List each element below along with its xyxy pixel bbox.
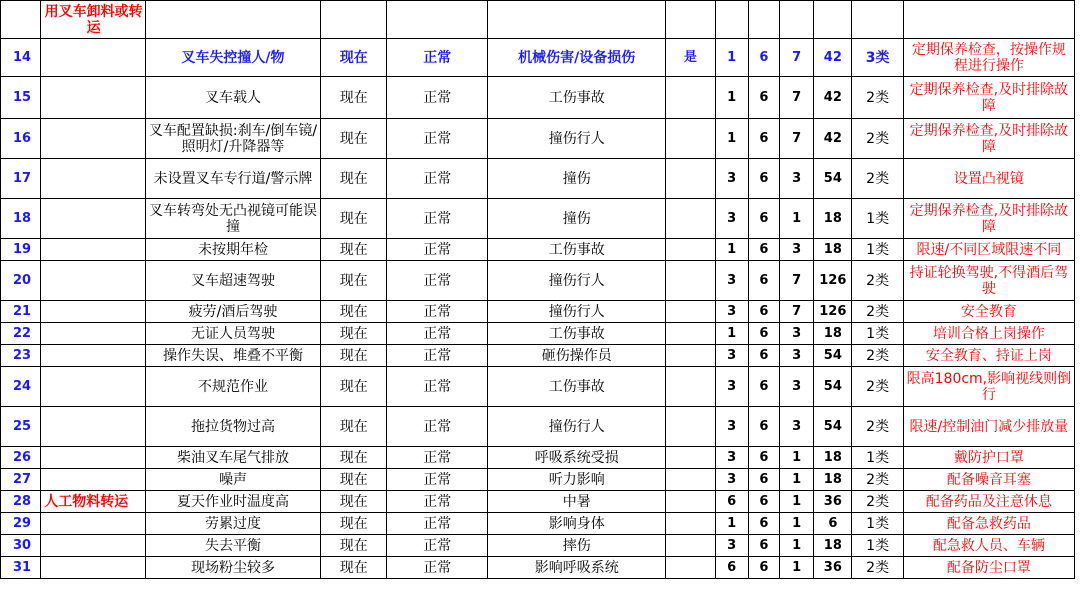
e-value: 6 xyxy=(748,407,779,447)
d-value: 54 xyxy=(814,367,852,407)
c-value: 1 xyxy=(780,199,814,239)
risk-level: 3类 xyxy=(852,39,903,77)
condition-cell: 正常 xyxy=(387,447,488,469)
area-cell xyxy=(41,199,146,239)
area-cell xyxy=(41,535,146,557)
e-value: 6 xyxy=(748,323,779,345)
empty-cell xyxy=(715,1,748,39)
hazard-cell: 叉车载人 xyxy=(145,77,320,119)
d-value: 54 xyxy=(814,407,852,447)
condition-cell: 正常 xyxy=(387,345,488,367)
area-cell xyxy=(41,77,146,119)
control-measure: 配备药品及注意休息 xyxy=(903,491,1074,513)
l-value: 3 xyxy=(715,535,748,557)
l-value: 3 xyxy=(715,407,748,447)
table-row xyxy=(1,407,1075,447)
hazard-cell: 无证人员驾驶 xyxy=(145,323,320,345)
consequence-cell: 撞伤行人 xyxy=(488,407,666,447)
empty-cell xyxy=(321,1,387,39)
row-number: 26 xyxy=(1,447,41,469)
flag-cell xyxy=(666,491,715,513)
c-value: 1 xyxy=(780,491,814,513)
consequence-cell: 工伤事故 xyxy=(488,239,666,261)
condition-cell: 正常 xyxy=(387,301,488,323)
area-cell xyxy=(41,261,146,301)
area-cell xyxy=(41,323,146,345)
table-row xyxy=(1,469,1075,491)
risk-level: 1类 xyxy=(852,239,903,261)
empty-cell xyxy=(1,1,41,39)
condition-cell: 正常 xyxy=(387,367,488,407)
risk-level: 1类 xyxy=(852,323,903,345)
risk-level: 2类 xyxy=(852,159,903,199)
consequence-cell: 撞伤行人 xyxy=(488,301,666,323)
e-value: 6 xyxy=(748,199,779,239)
table-row xyxy=(1,447,1075,469)
risk-level: 2类 xyxy=(852,367,903,407)
d-value: 6 xyxy=(814,513,852,535)
table-row xyxy=(1,513,1075,535)
consequence-cell: 呼吸系统受损 xyxy=(488,447,666,469)
state-cell: 现在 xyxy=(321,39,387,77)
c-value: 7 xyxy=(780,77,814,119)
table-row xyxy=(1,535,1075,557)
e-value: 6 xyxy=(748,513,779,535)
row-number: 20 xyxy=(1,261,41,301)
area-cell xyxy=(41,345,146,367)
flag-cell xyxy=(666,239,715,261)
flag-cell xyxy=(666,557,715,579)
risk-level: 2类 xyxy=(852,407,903,447)
l-value: 1 xyxy=(715,39,748,77)
l-value: 6 xyxy=(715,491,748,513)
d-value: 18 xyxy=(814,447,852,469)
flag-cell xyxy=(666,301,715,323)
condition-cell: 正常 xyxy=(387,261,488,301)
risk-level: 2类 xyxy=(852,557,903,579)
l-value: 3 xyxy=(715,199,748,239)
consequence-cell: 听力影响 xyxy=(488,469,666,491)
flag-cell: 是 xyxy=(666,39,715,77)
c-value: 3 xyxy=(780,345,814,367)
l-value: 3 xyxy=(715,367,748,407)
header-row xyxy=(1,1,1075,39)
condition-cell: 正常 xyxy=(387,535,488,557)
c-value: 7 xyxy=(780,261,814,301)
state-cell: 现在 xyxy=(321,447,387,469)
d-value: 126 xyxy=(814,301,852,323)
state-cell: 现在 xyxy=(321,535,387,557)
condition-cell: 正常 xyxy=(387,407,488,447)
d-value: 18 xyxy=(814,199,852,239)
l-value: 3 xyxy=(715,261,748,301)
control-measure: 定期保养检查,及时排除故障 xyxy=(903,119,1074,159)
table-row xyxy=(1,323,1075,345)
consequence-cell: 影响身体 xyxy=(488,513,666,535)
consequence-cell: 影响呼吸系统 xyxy=(488,557,666,579)
l-value: 3 xyxy=(715,301,748,323)
state-cell: 现在 xyxy=(321,469,387,491)
row-number: 18 xyxy=(1,199,41,239)
control-measure: 限速/不同区域限速不同 xyxy=(903,239,1074,261)
hazard-cell: 疲劳/酒后驾驶 xyxy=(145,301,320,323)
c-value: 7 xyxy=(780,119,814,159)
risk-level: 2类 xyxy=(852,469,903,491)
state-cell: 现在 xyxy=(321,199,387,239)
c-value: 1 xyxy=(780,535,814,557)
zone-label: 用叉车卸料或转运 xyxy=(41,1,146,39)
e-value: 6 xyxy=(748,159,779,199)
flag-cell xyxy=(666,469,715,491)
row-number: 22 xyxy=(1,323,41,345)
table-row xyxy=(1,39,1075,77)
d-value: 18 xyxy=(814,239,852,261)
control-measure: 安全教育、持证上岗 xyxy=(903,345,1074,367)
condition-cell: 正常 xyxy=(387,77,488,119)
hazard-cell: 未设置叉车专行道/警示牌 xyxy=(145,159,320,199)
table-row xyxy=(1,491,1075,513)
area-cell xyxy=(41,447,146,469)
flag-cell xyxy=(666,513,715,535)
area-cell xyxy=(41,513,146,535)
empty-cell xyxy=(666,1,715,39)
risk-level: 1类 xyxy=(852,513,903,535)
d-value: 36 xyxy=(814,491,852,513)
row-number: 17 xyxy=(1,159,41,199)
consequence-cell: 撞伤 xyxy=(488,159,666,199)
l-value: 1 xyxy=(715,77,748,119)
area-cell xyxy=(41,239,146,261)
row-number: 23 xyxy=(1,345,41,367)
table-row xyxy=(1,301,1075,323)
area-cell xyxy=(41,301,146,323)
empty-cell xyxy=(903,1,1074,39)
empty-cell xyxy=(145,1,320,39)
c-value: 3 xyxy=(780,239,814,261)
d-value: 18 xyxy=(814,323,852,345)
c-value: 1 xyxy=(780,513,814,535)
table-row xyxy=(1,557,1075,579)
control-measure: 持证轮换驾驶,不得酒后驾驶 xyxy=(903,261,1074,301)
empty-cell xyxy=(852,1,903,39)
consequence-cell: 中暑 xyxy=(488,491,666,513)
condition-cell: 正常 xyxy=(387,119,488,159)
e-value: 6 xyxy=(748,535,779,557)
l-value: 1 xyxy=(715,323,748,345)
flag-cell xyxy=(666,199,715,239)
l-value: 1 xyxy=(715,239,748,261)
c-value: 7 xyxy=(780,301,814,323)
control-measure: 定期保养检查,及时排除故障 xyxy=(903,199,1074,239)
row-number: 15 xyxy=(1,77,41,119)
empty-cell xyxy=(814,1,852,39)
state-cell: 现在 xyxy=(321,557,387,579)
c-value: 7 xyxy=(780,39,814,77)
l-value: 6 xyxy=(715,557,748,579)
row-number: 31 xyxy=(1,557,41,579)
control-measure: 配急救人员、车辆 xyxy=(903,535,1074,557)
risk-level: 1类 xyxy=(852,535,903,557)
control-measure: 限速/控制油门减少排放量 xyxy=(903,407,1074,447)
c-value: 3 xyxy=(780,367,814,407)
table-row xyxy=(1,239,1075,261)
state-cell: 现在 xyxy=(321,407,387,447)
flag-cell xyxy=(666,119,715,159)
l-value: 3 xyxy=(715,447,748,469)
consequence-cell: 机械伤害/设备损伤 xyxy=(488,39,666,77)
table-row xyxy=(1,345,1075,367)
e-value: 6 xyxy=(748,39,779,77)
d-value: 54 xyxy=(814,159,852,199)
e-value: 6 xyxy=(748,469,779,491)
flag-cell xyxy=(666,447,715,469)
hazard-cell: 操作失误、堆叠不平衡 xyxy=(145,345,320,367)
e-value: 6 xyxy=(748,557,779,579)
state-cell: 现在 xyxy=(321,159,387,199)
condition-cell: 正常 xyxy=(387,159,488,199)
hazard-cell: 不规范作业 xyxy=(145,367,320,407)
d-value: 18 xyxy=(814,535,852,557)
condition-cell: 正常 xyxy=(387,557,488,579)
area-cell xyxy=(41,557,146,579)
area-cell xyxy=(41,39,146,77)
c-value: 3 xyxy=(780,159,814,199)
flag-cell xyxy=(666,323,715,345)
state-cell: 现在 xyxy=(321,261,387,301)
control-measure: 戴防护口罩 xyxy=(903,447,1074,469)
area-cell xyxy=(41,469,146,491)
e-value: 6 xyxy=(748,261,779,301)
row-number: 14 xyxy=(1,39,41,77)
condition-cell: 正常 xyxy=(387,491,488,513)
e-value: 6 xyxy=(748,345,779,367)
hazard-cell: 噪声 xyxy=(145,469,320,491)
risk-level: 2类 xyxy=(852,77,903,119)
hazard-cell: 拖拉货物过高 xyxy=(145,407,320,447)
row-number: 29 xyxy=(1,513,41,535)
d-value: 42 xyxy=(814,119,852,159)
e-value: 6 xyxy=(748,301,779,323)
c-value: 1 xyxy=(780,557,814,579)
c-value: 1 xyxy=(780,447,814,469)
control-measure: 配备防尘口罩 xyxy=(903,557,1074,579)
consequence-cell: 撞伤行人 xyxy=(488,119,666,159)
control-measure: 定期保养检查,及时排除故障 xyxy=(903,77,1074,119)
c-value: 3 xyxy=(780,407,814,447)
flag-cell xyxy=(666,535,715,557)
flag-cell xyxy=(666,407,715,447)
risk-level: 2类 xyxy=(852,345,903,367)
risk-level: 2类 xyxy=(852,301,903,323)
empty-cell xyxy=(488,1,666,39)
area-cell: 人工物料转运 xyxy=(41,491,146,513)
empty-cell xyxy=(748,1,779,39)
hazard-cell: 现场粉尘较多 xyxy=(145,557,320,579)
table-row xyxy=(1,119,1075,159)
state-cell: 现在 xyxy=(321,323,387,345)
d-value: 42 xyxy=(814,77,852,119)
area-cell xyxy=(41,407,146,447)
condition-cell: 正常 xyxy=(387,39,488,77)
control-measure: 配备急救药品 xyxy=(903,513,1074,535)
e-value: 6 xyxy=(748,447,779,469)
d-value: 42 xyxy=(814,39,852,77)
d-value: 18 xyxy=(814,469,852,491)
l-value: 1 xyxy=(715,119,748,159)
state-cell: 现在 xyxy=(321,513,387,535)
area-cell xyxy=(41,159,146,199)
condition-cell: 正常 xyxy=(387,323,488,345)
row-number: 21 xyxy=(1,301,41,323)
row-number: 25 xyxy=(1,407,41,447)
consequence-cell: 撞伤行人 xyxy=(488,261,666,301)
hazard-cell: 未按期年检 xyxy=(145,239,320,261)
risk-level: 2类 xyxy=(852,491,903,513)
hazard-cell: 柴油叉车尾气排放 xyxy=(145,447,320,469)
state-cell: 现在 xyxy=(321,239,387,261)
l-value: 3 xyxy=(715,159,748,199)
d-value: 36 xyxy=(814,557,852,579)
e-value: 6 xyxy=(748,77,779,119)
control-measure: 设置凸视镜 xyxy=(903,159,1074,199)
flag-cell xyxy=(666,345,715,367)
l-value: 1 xyxy=(715,513,748,535)
state-cell: 现在 xyxy=(321,491,387,513)
condition-cell: 正常 xyxy=(387,199,488,239)
table-row xyxy=(1,199,1075,239)
state-cell: 现在 xyxy=(321,77,387,119)
risk-level: 1类 xyxy=(852,199,903,239)
table-row xyxy=(1,367,1075,407)
hazard-cell: 夏天作业时温度高 xyxy=(145,491,320,513)
consequence-cell: 工伤事故 xyxy=(488,77,666,119)
hazard-cell: 叉车失控撞人/物 xyxy=(145,39,320,77)
e-value: 6 xyxy=(748,239,779,261)
row-number: 28 xyxy=(1,491,41,513)
condition-cell: 正常 xyxy=(387,469,488,491)
flag-cell xyxy=(666,159,715,199)
hazard-cell: 失去平衡 xyxy=(145,535,320,557)
d-value: 54 xyxy=(814,345,852,367)
control-measure: 安全教育 xyxy=(903,301,1074,323)
c-value: 1 xyxy=(780,469,814,491)
condition-cell: 正常 xyxy=(387,239,488,261)
state-cell: 现在 xyxy=(321,345,387,367)
e-value: 6 xyxy=(748,367,779,407)
flag-cell xyxy=(666,367,715,407)
empty-cell xyxy=(780,1,814,39)
consequence-cell: 撞伤 xyxy=(488,199,666,239)
hazard-cell: 劳累过度 xyxy=(145,513,320,535)
consequence-cell: 工伤事故 xyxy=(488,323,666,345)
empty-cell xyxy=(387,1,488,39)
state-cell: 现在 xyxy=(321,301,387,323)
flag-cell xyxy=(666,77,715,119)
area-cell xyxy=(41,367,146,407)
table-row xyxy=(1,261,1075,301)
table-row xyxy=(1,159,1075,199)
risk-level: 1类 xyxy=(852,447,903,469)
row-number: 16 xyxy=(1,119,41,159)
consequence-cell: 工伤事故 xyxy=(488,367,666,407)
l-value: 3 xyxy=(715,469,748,491)
risk-level: 2类 xyxy=(852,119,903,159)
table-row xyxy=(1,77,1075,119)
control-measure: 培训合格上岗操作 xyxy=(903,323,1074,345)
control-measure: 配备噪音耳塞 xyxy=(903,469,1074,491)
hazard-cell: 叉车配置缺损:刹车/倒车镜/照明灯/升降器等 xyxy=(145,119,320,159)
consequence-cell: 摔伤 xyxy=(488,535,666,557)
c-value: 3 xyxy=(780,323,814,345)
row-number: 24 xyxy=(1,367,41,407)
area-cell xyxy=(41,119,146,159)
row-number: 30 xyxy=(1,535,41,557)
e-value: 6 xyxy=(748,119,779,159)
state-cell: 现在 xyxy=(321,367,387,407)
d-value: 126 xyxy=(814,261,852,301)
consequence-cell: 砸伤操作员 xyxy=(488,345,666,367)
hazard-cell: 叉车转弯处无凸视镜可能误撞 xyxy=(145,199,320,239)
condition-cell: 正常 xyxy=(387,513,488,535)
control-measure: 定期保养检查，按操作规程进行操作 xyxy=(903,39,1074,77)
e-value: 6 xyxy=(748,491,779,513)
flag-cell xyxy=(666,261,715,301)
row-number: 27 xyxy=(1,469,41,491)
state-cell: 现在 xyxy=(321,119,387,159)
control-measure: 限高180cm,影响视线则倒行 xyxy=(903,367,1074,407)
hazard-cell: 叉车超速驾驶 xyxy=(145,261,320,301)
row-number: 19 xyxy=(1,239,41,261)
risk-level: 2类 xyxy=(852,261,903,301)
l-value: 3 xyxy=(715,345,748,367)
